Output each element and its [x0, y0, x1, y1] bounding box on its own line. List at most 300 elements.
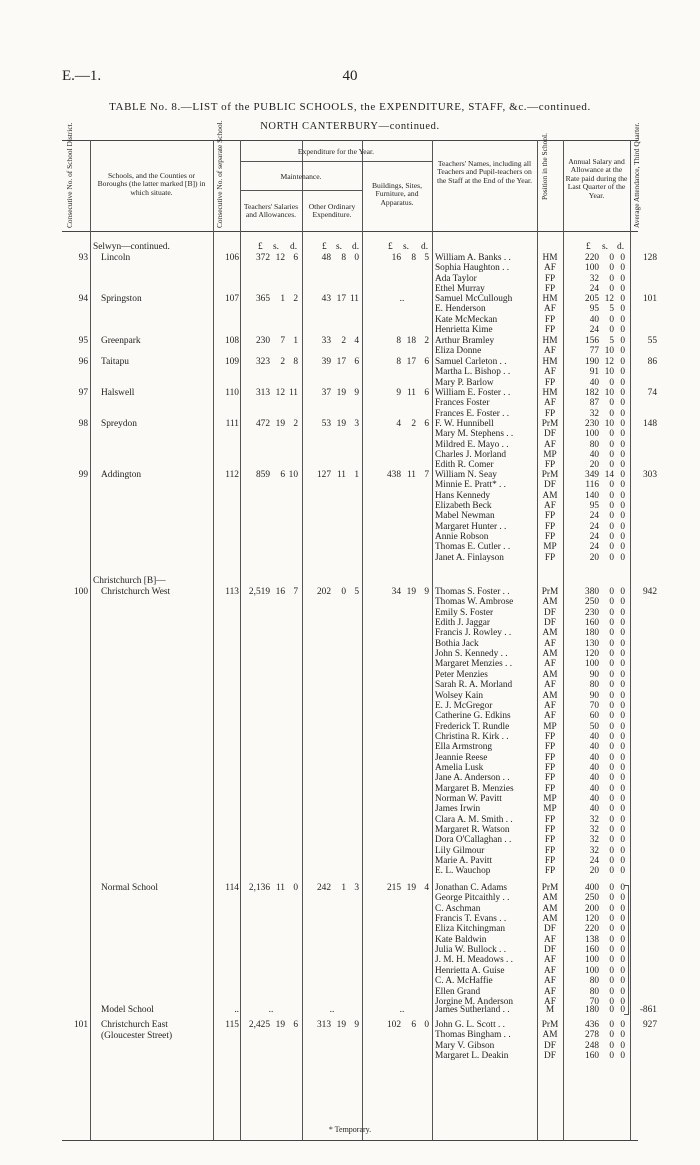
- teacher-position: HM: [542, 294, 558, 304]
- salary-pence: 0: [620, 893, 625, 904]
- salary-pounds: 140: [585, 490, 599, 501]
- salary-pence: 0: [620, 294, 625, 304]
- teacher-position: MP: [543, 804, 557, 815]
- teacher-name: E. J. McGregor: [435, 700, 493, 711]
- page-reference: E.—1.: [62, 68, 102, 84]
- buildings: ..: [399, 1005, 405, 1015]
- school-name: Christchurch East: [101, 1020, 168, 1030]
- teacher-position: PrM: [541, 1020, 559, 1030]
- salary-shillings: 0: [609, 263, 614, 274]
- other-expenditure-pounds: 43: [321, 294, 331, 304]
- salary-pence: 0: [620, 700, 625, 711]
- teacher-position: AM: [542, 1030, 558, 1041]
- district-number: 93: [78, 253, 88, 263]
- salary-pounds: 100: [585, 429, 599, 440]
- salaries-pounds: 859: [255, 470, 270, 480]
- salaries-pounds: 372: [255, 253, 270, 263]
- salary-pence: 0: [620, 587, 625, 597]
- salary-shillings: 0: [609, 773, 614, 784]
- teacher-position: DF: [544, 1040, 556, 1051]
- salary-shillings: 10: [604, 419, 614, 429]
- teacher-name: Margaret Hunter . .: [435, 521, 507, 532]
- salary-pounds: 160: [585, 618, 599, 629]
- salaries-shillings: 12: [275, 388, 285, 398]
- school-name: Addington: [101, 470, 142, 480]
- teacher-position: AM: [542, 914, 558, 925]
- other-expenditure-shillings: 19: [336, 388, 346, 398]
- salaries-shillings: 1: [280, 294, 285, 304]
- teacher-name: Bothia Jack: [435, 638, 479, 649]
- school-number: ..: [234, 1005, 239, 1015]
- salary-pounds: 91: [589, 367, 599, 378]
- salary-pounds: 100: [585, 955, 599, 966]
- salary-shillings: 0: [609, 934, 614, 945]
- teacher-position: AM: [542, 903, 558, 914]
- teacher-position: DF: [544, 607, 556, 618]
- other-expenditure-shillings: 11: [336, 470, 346, 480]
- teacher-position: AF: [544, 367, 556, 378]
- salary-shillings: 14: [604, 470, 614, 480]
- salary-pence: 0: [620, 628, 625, 639]
- salaries-pence: 6: [293, 1020, 298, 1030]
- other-expenditure-pounds: 202: [316, 587, 331, 597]
- salary-shillings: 0: [609, 700, 614, 711]
- salary-pounds: 200: [585, 903, 599, 914]
- salary-pounds: 32: [589, 408, 599, 419]
- salary-pounds: 40: [589, 762, 599, 773]
- salary-pence: 0: [620, 470, 625, 480]
- teacher-position: AF: [544, 263, 556, 274]
- salary-pence: 0: [620, 1030, 625, 1041]
- salary-pounds: 160: [585, 945, 599, 956]
- salary-pence: 0: [620, 521, 625, 532]
- district-number: 94: [78, 294, 88, 304]
- buildings-shillings: 19: [406, 587, 416, 597]
- teacher-position: DF: [544, 618, 556, 629]
- salary-pence: 0: [620, 357, 625, 367]
- salary-pounds: 250: [585, 597, 599, 608]
- teacher-name: Mary V. Gibson: [435, 1040, 495, 1051]
- salaries-pounds: 365: [255, 294, 270, 304]
- header-teachers: Teachers' Names, including all Teachers and Pupil-teachers on the Staff at the End of the Year.: [437, 159, 532, 185]
- header-other-expenditure: Other Ordinary Expenditure.: [308, 202, 356, 220]
- salary-pounds: 380: [585, 587, 599, 597]
- salary-pounds: 87: [589, 398, 599, 409]
- salary-pounds: 100: [585, 659, 599, 670]
- teacher-position: AF: [544, 986, 556, 997]
- buildings-shillings: 11: [406, 470, 416, 480]
- teacher-position: HM: [542, 357, 558, 367]
- currency-pence: d.: [290, 242, 298, 252]
- teacher-name: Jane A. Anderson . .: [435, 773, 510, 784]
- teacher-name: Eliza Kitchingman: [435, 924, 505, 935]
- currency-pence: d.: [617, 242, 625, 252]
- teacher-name: Samuel McCullough: [435, 294, 513, 304]
- teacher-position: AF: [544, 398, 556, 409]
- salary-pence: 0: [620, 597, 625, 608]
- teacher-position: AF: [544, 304, 556, 315]
- maintenance-subrule: [240, 190, 362, 191]
- teacher-name: Margaret R. Watson: [435, 825, 510, 836]
- teacher-name: Catherine G. Edkins: [435, 711, 511, 722]
- teacher-position: AM: [542, 597, 558, 608]
- other-expenditure-pence: 9: [354, 1020, 359, 1030]
- teacher-position: AM: [542, 669, 558, 680]
- salary-pounds: 60: [589, 711, 599, 722]
- teacher-name: Henrietta A. Guise: [435, 965, 505, 976]
- teacher-name: Norman W. Pavitt: [435, 794, 502, 804]
- currency-shillings: s.: [602, 242, 608, 252]
- salary-pounds: 24: [589, 542, 599, 553]
- other-expenditure-pounds: 37: [321, 388, 331, 398]
- salary-shillings: 0: [609, 1040, 614, 1051]
- school-number: 108: [224, 336, 239, 346]
- teacher-position: FP: [544, 731, 556, 742]
- salaries-shillings: 16: [275, 587, 285, 597]
- district-number: 95: [78, 336, 88, 346]
- salaries-pence: 6: [293, 253, 298, 263]
- salary-shillings: 0: [609, 742, 614, 753]
- currency-pounds: £: [258, 242, 263, 252]
- teacher-position: FP: [544, 762, 556, 773]
- salary-pence: 0: [620, 284, 625, 295]
- salary-pounds: 120: [585, 649, 599, 660]
- buildings-shillings: 8: [411, 253, 416, 263]
- buildings-pounds: 34: [391, 587, 401, 597]
- salary-pounds: 220: [585, 924, 599, 935]
- school-number: 107: [224, 294, 239, 304]
- buildings-pence: 4: [424, 883, 429, 893]
- salary-pence: 0: [620, 532, 625, 543]
- salary-pence: 0: [620, 542, 625, 553]
- salary-shillings: 0: [609, 521, 614, 532]
- teacher-position: FP: [544, 835, 556, 846]
- table-title: TABLE No. 8.—LIST of the PUBLIC SCHOOLS, the EXPENDITURE, STAFF, &c.—continued.: [109, 101, 591, 113]
- district-number: 98: [78, 419, 88, 429]
- header-buildings: Buildings, Sites, Furniture, and Apparatus.: [371, 181, 422, 207]
- salary-shillings: 12: [604, 294, 614, 304]
- salary-pence: 0: [620, 649, 625, 660]
- salary-pence: 0: [620, 346, 625, 357]
- salaries-shillings: 19: [275, 419, 285, 429]
- salary-pence: 0: [620, 408, 625, 419]
- header-attendance: Average Attendance, Third Quarter.: [632, 122, 641, 228]
- column-divider: [432, 140, 433, 1140]
- buildings-shillings: 19: [406, 883, 416, 893]
- average-attendance: 101: [642, 294, 657, 304]
- salary-shillings: 0: [609, 731, 614, 742]
- salary-shillings: 0: [609, 439, 614, 450]
- currency-pence: d.: [421, 242, 429, 252]
- teacher-name: Eliza Donne: [435, 346, 482, 357]
- teacher-position: FP: [544, 325, 556, 336]
- header-salary: Annual Salary and Allowance at the Rate paid during the Last Quarter of the Year.: [565, 157, 628, 200]
- other-expenditure-pence: 3: [354, 419, 359, 429]
- salary-pence: 0: [620, 367, 625, 378]
- teacher-position: FP: [544, 825, 556, 836]
- teacher-position: MP: [543, 794, 557, 804]
- teacher-name: Ella Armstrong: [435, 742, 493, 753]
- other-expenditure-pounds: 33: [321, 336, 331, 346]
- salary-pounds: 80: [589, 680, 599, 691]
- salary-pounds: 80: [589, 986, 599, 997]
- teacher-name: Kate Baldwin: [435, 934, 487, 945]
- teacher-position: FP: [544, 552, 556, 563]
- teacher-position: AF: [544, 346, 556, 357]
- salary-shillings: 0: [609, 680, 614, 691]
- school-number: 111: [225, 419, 239, 429]
- table-header-rule: [62, 231, 638, 232]
- salary-pence: 0: [620, 669, 625, 680]
- other-expenditure-pence: 9: [354, 388, 359, 398]
- salary-pence: 0: [620, 794, 625, 804]
- teacher-name: Charles J. Morland: [435, 450, 507, 461]
- school-county-label: Christchurch [B]—: [93, 576, 166, 586]
- salary-shillings: 0: [609, 587, 614, 597]
- salary-pence: 0: [620, 439, 625, 450]
- teacher-name: Mildred E. Mayo . .: [435, 439, 509, 450]
- teacher-name: Martha L. Bishop . .: [435, 367, 511, 378]
- average-attendance: 55: [647, 336, 657, 346]
- salaries-shillings: 2: [280, 357, 285, 367]
- header-consecutive-school: Consecutive No. of separate School.: [215, 120, 224, 228]
- average-attendance: -861: [639, 1005, 657, 1015]
- buildings-pence: 6: [424, 419, 429, 429]
- school-name: Normal School: [101, 883, 159, 893]
- salary-pounds: 24: [589, 856, 599, 867]
- salary-pounds: 248: [585, 1040, 599, 1051]
- salary-shillings: 0: [609, 628, 614, 639]
- teacher-position: AM: [542, 628, 558, 639]
- page-header: [62, 68, 638, 90]
- salary-pence: 0: [620, 336, 625, 346]
- teacher-name: Clara A. M. Smith . .: [435, 814, 513, 825]
- salary-pounds: 230: [585, 419, 599, 429]
- salary-shillings: 0: [609, 253, 614, 263]
- school-number: 115: [225, 1020, 239, 1030]
- school-name: Taitapu: [101, 357, 129, 367]
- school-number: 110: [225, 388, 239, 398]
- school-name: Model School: [101, 1005, 154, 1015]
- currency-pounds: £: [586, 242, 591, 252]
- teacher-name: Frederick T. Rundle: [435, 721, 510, 732]
- other-expenditure-pence: 0: [354, 253, 359, 263]
- salary-pence: 0: [620, 986, 625, 997]
- salary-pence: 0: [620, 996, 625, 1007]
- attendance-brace: [624, 885, 629, 1015]
- salaries-shillings: 6: [280, 470, 285, 480]
- salary-pounds: 32: [589, 825, 599, 836]
- teacher-name: Mabel Newman: [435, 511, 495, 522]
- other-expenditure-shillings: 19: [336, 419, 346, 429]
- salary-pounds: 250: [585, 893, 599, 904]
- buildings-shillings: 2: [411, 419, 416, 429]
- salary-pence: 0: [620, 773, 625, 784]
- teacher-position: AF: [544, 659, 556, 670]
- average-attendance: 303: [642, 470, 657, 480]
- teacher-position: FP: [544, 742, 556, 753]
- school-county-label: Selwyn—continued.: [93, 242, 170, 252]
- other-expenditure-shillings: 0: [341, 587, 346, 597]
- other-expenditure-pence: 6: [354, 357, 359, 367]
- teacher-name: Francis T. Evans . .: [435, 914, 507, 925]
- teacher-name: Emily S. Foster: [435, 607, 494, 618]
- salary-shillings: 0: [609, 752, 614, 763]
- expenditure-subrule: [240, 161, 432, 162]
- salary-pounds: 95: [589, 501, 599, 512]
- salary-shillings: 0: [609, 1005, 614, 1015]
- salaries-pence: 2: [293, 419, 298, 429]
- salary-pounds: 32: [589, 845, 599, 856]
- salary-pounds: 100: [585, 965, 599, 976]
- salary-pence: 0: [620, 501, 625, 512]
- salary-pounds: 40: [589, 742, 599, 753]
- salary-pounds: 32: [589, 814, 599, 825]
- salary-pounds: 205: [585, 294, 599, 304]
- salary-pence: 0: [620, 273, 625, 284]
- salary-pounds: 80: [589, 439, 599, 450]
- salary-shillings: 0: [609, 924, 614, 935]
- salary-pence: 0: [620, 731, 625, 742]
- salary-pounds: 24: [589, 532, 599, 543]
- salary-pence: 0: [620, 490, 625, 501]
- salary-shillings: 0: [609, 721, 614, 732]
- salary-shillings: 0: [609, 903, 614, 914]
- buildings-pence: 7: [424, 470, 429, 480]
- salary-pounds: 40: [589, 783, 599, 794]
- other-expenditure-pounds: 53: [321, 419, 331, 429]
- salary-shillings: 0: [609, 955, 614, 966]
- salary-pounds: 20: [589, 866, 599, 877]
- salary-shillings: 0: [609, 814, 614, 825]
- salary-shillings: 0: [609, 450, 614, 461]
- salary-pounds: 80: [589, 976, 599, 987]
- salary-pounds: 220: [585, 253, 599, 263]
- teacher-name: George Pitcaithly . .: [435, 893, 510, 904]
- salary-shillings: 0: [609, 460, 614, 471]
- teacher-name: Francis J. Rowley . .: [435, 628, 512, 639]
- buildings-pounds: 102: [386, 1020, 401, 1030]
- other-expenditure-pounds: 39: [321, 357, 331, 367]
- salary-pounds: 24: [589, 521, 599, 532]
- other-expenditure-pounds: 313: [316, 1020, 331, 1030]
- other-expenditure-shillings: 1: [341, 883, 346, 893]
- teacher-position: AF: [544, 680, 556, 691]
- salary-shillings: 0: [609, 893, 614, 904]
- currency-shillings: s.: [403, 242, 409, 252]
- salary-pence: 0: [620, 1051, 625, 1062]
- salaries: ..: [268, 1005, 274, 1015]
- other-expenditure-shillings: 8: [341, 253, 346, 263]
- buildings-pence: 6: [424, 388, 429, 398]
- teacher-name: Edith J. Jaggar: [435, 618, 490, 629]
- salary-pence: 0: [620, 429, 625, 440]
- school-name: Greenpark: [101, 336, 141, 346]
- salary-shillings: 0: [609, 398, 614, 409]
- teacher-name: Elizabeth Beck: [435, 501, 492, 512]
- teacher-name: Frances E. Foster . .: [435, 408, 510, 419]
- salary-shillings: 0: [609, 377, 614, 388]
- teacher-name: Thomas E. Cutler . .: [435, 542, 511, 553]
- salary-pence: 0: [620, 883, 625, 893]
- teacher-position: AF: [544, 955, 556, 966]
- salaries-pence: 1: [293, 336, 298, 346]
- teacher-position: AM: [542, 490, 558, 501]
- salary-pence: 0: [620, 934, 625, 945]
- column-divider: [240, 140, 241, 1140]
- header-expenditure: Expenditure for the Year.: [297, 147, 375, 156]
- buildings-shillings: 11: [406, 388, 416, 398]
- salary-shillings: 0: [609, 429, 614, 440]
- teacher-name: Amelia Lusk: [435, 762, 484, 773]
- header-maintenance: Maintenance.: [280, 172, 322, 181]
- teacher-position: PrM: [541, 470, 559, 480]
- teacher-name: Annie Robson: [435, 532, 489, 543]
- salaries-shillings: 12: [275, 253, 285, 263]
- teacher-name: Sophia Haughton . .: [435, 263, 510, 274]
- salary-shillings: 0: [609, 552, 614, 563]
- other-expenditure-pence: 11: [349, 294, 359, 304]
- teacher-position: DF: [544, 1051, 556, 1062]
- teacher-position: AM: [542, 649, 558, 660]
- teacher-name: F. W. Hunnibell: [435, 419, 494, 429]
- salary-pence: 0: [620, 752, 625, 763]
- table-top-rule: [62, 140, 638, 141]
- teacher-position: FP: [544, 284, 556, 295]
- other-expenditure-pence: 4: [354, 336, 359, 346]
- salary-pence: 0: [620, 253, 625, 263]
- teacher-name: C. A. McHaffie: [435, 976, 493, 987]
- teacher-name: Peter Menzies: [435, 669, 488, 680]
- teacher-position: HM: [542, 253, 558, 263]
- teacher-name: Minnie E. Pratt* . .: [435, 480, 507, 491]
- salary-pounds: 20: [589, 460, 599, 471]
- teacher-name: Frances Foster: [435, 398, 490, 409]
- teacher-name: Janet A. Finlayson: [435, 552, 504, 563]
- teacher-position: DF: [544, 480, 556, 491]
- salary-shillings: 10: [604, 346, 614, 357]
- average-attendance: 927: [642, 1020, 657, 1030]
- teacher-name: Mary P. Barlow: [435, 377, 494, 388]
- salary-pence: 0: [620, 638, 625, 649]
- salary-pounds: 100: [585, 263, 599, 274]
- salary-shillings: 0: [609, 1030, 614, 1041]
- buildings-shillings: 18: [406, 336, 416, 346]
- salary-pence: 0: [620, 856, 625, 867]
- other-expenditure-pounds: 127: [316, 470, 331, 480]
- salary-pounds: 349: [585, 470, 599, 480]
- salary-shillings: 0: [609, 965, 614, 976]
- salaries-shillings: 11: [275, 883, 285, 893]
- teacher-position: FP: [544, 273, 556, 284]
- salary-shillings: 0: [609, 659, 614, 670]
- salary-pounds: 190: [585, 357, 599, 367]
- school-number: 112: [225, 470, 239, 480]
- salaries-pence: 8: [293, 357, 298, 367]
- salary-shillings: 0: [609, 408, 614, 419]
- teacher-position: MP: [543, 721, 557, 732]
- teacher-position: FP: [544, 752, 556, 763]
- teacher-name: Marie A. Pavitt: [435, 856, 493, 867]
- other-expenditure-shillings: 17: [336, 357, 346, 367]
- salary-pounds: 24: [589, 284, 599, 295]
- teacher-name: Margaret B. Menzies: [435, 783, 514, 794]
- salary-pence: 0: [620, 965, 625, 976]
- salary-pounds: 130: [585, 638, 599, 649]
- teacher-name: Margaret L. Deakin: [435, 1051, 509, 1062]
- salary-pence: 0: [620, 866, 625, 877]
- salary-shillings: 0: [609, 825, 614, 836]
